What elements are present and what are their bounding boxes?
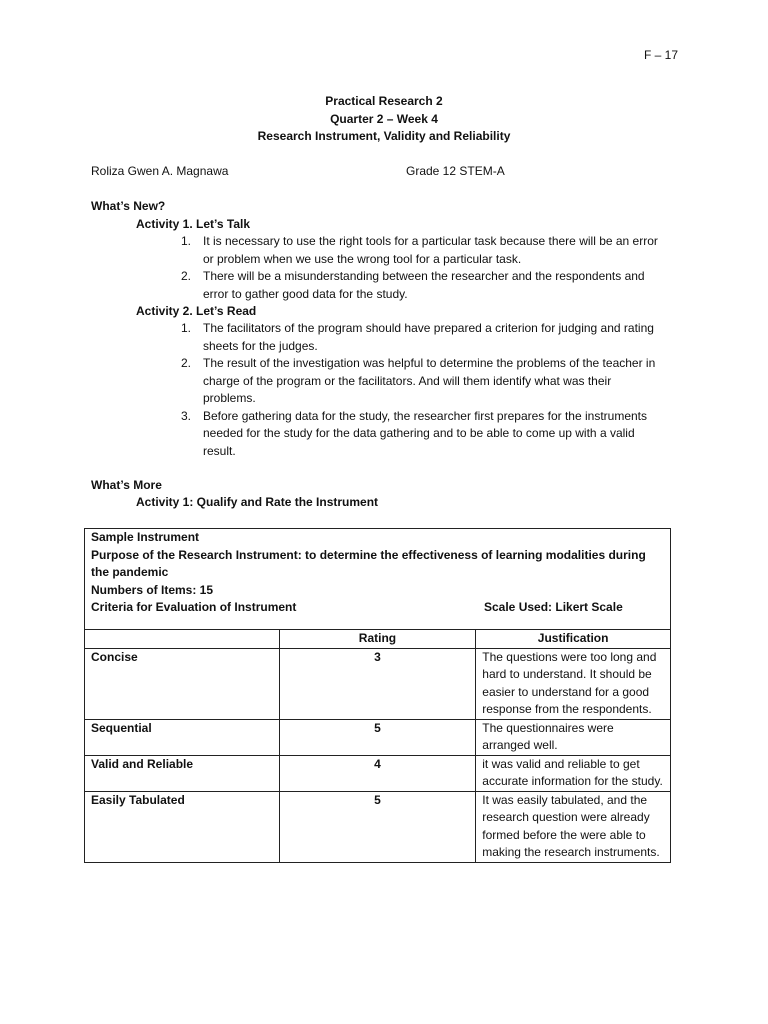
list-item-number: 2. [181,269,192,283]
list-item [181,408,661,461]
list-item [181,320,661,355]
rating-cell: 3 [279,648,476,719]
criterion-cell: Concise [85,648,280,719]
list-item [181,268,661,303]
rating-cell: 4 [279,755,476,791]
rating-cell: 5 [279,791,476,862]
whats-more-heading: What’s More [91,478,162,492]
document-title-block [0,93,768,146]
list-item-number: 3. [181,408,192,423]
activity2-list [181,320,661,460]
evaluation-table [84,528,671,863]
justification-cell: It was easily tabulated, and the research question were already formed before the were able to making the research instruments. [476,791,671,862]
list-item-text: It is necessary to use the right tools for a particular task because there will be an error or problem when we use the wrong tool for a particular task. [203,234,658,266]
criterion-cell: Sequential [85,719,280,755]
purpose-text: Purpose of the Research Instrument: to determine the effectiveness of learning modalities during the pandemic [91,547,646,579]
quarter-title: Quarter 2 – Week 4 [330,111,438,126]
list-item-number: 1. [181,234,192,248]
whats-new-heading: What’s New? [91,199,166,213]
list-item-text: The facilitators of the program should have prepared a criterion for judging and rating sheets for the judges. [203,321,654,353]
author-name: Roliza Gwen A. Magnawa [91,164,229,178]
table-row [85,719,671,755]
table-header-info-row [85,529,671,630]
whats-more-activity-title: Activity 1: Qualify and Rate the Instrument [136,495,379,509]
criteria-line [91,599,664,617]
activity2-title: Activity 2. Let’s Read [136,304,257,318]
instrument-info-cell [85,529,671,630]
column-header-rating: Rating [279,630,476,649]
sample-instrument-label: Sample Instrument [91,530,200,544]
column-header-justification: Justification [476,630,671,649]
grade-section: Grade 12 STEM-A [406,164,505,178]
subject-title: Practical Research 2 [325,94,443,108]
scale-used: Scale Used: Likert Scale [484,600,623,614]
criterion-cell: Easily Tabulated [85,791,280,862]
justification-cell: The questionnaires were arranged well. [476,719,671,755]
justification-cell: The questions were too long and hard to understand. It should be easier to understand for a good response from the respondents. [476,648,671,719]
list-item-number: 2. [181,356,192,370]
table-row [85,755,671,791]
list-item [181,355,661,408]
page-code: F – 17 [643,48,678,62]
justification-cell: it was valid and reliable to get accurate information for the study. [476,755,671,791]
rating-cell: 5 [279,719,476,755]
list-item-text: There will be a misunderstanding between the researcher and the respondents and error to gather good data for the study. [203,269,645,301]
table-row [85,648,671,719]
table-column-header-row [85,630,671,649]
topic-title: Research Instrument, Validity and Reliability [257,129,511,143]
list-item-text: Before gathering data for the study, the researcher first prepares for the instruments needed for the study for the data gathering and to be able to come up with a valid result. [203,408,648,458]
column-header-criterion [85,630,280,649]
list-item [181,233,661,268]
numbers-of-items: Numbers of Items: 15 [91,582,214,597]
activity1-list [181,233,661,303]
criteria-label: Criteria for Evaluation of Instrument [91,600,297,614]
table-row [85,791,671,862]
activity1-title: Activity 1. Let’s Talk [136,217,251,231]
list-item-number: 1. [181,321,192,335]
list-item-text: The result of the investigation was helpful to determine the problems of the teacher in charge of the program or the facilitators. And will them identify what was their problems. [203,356,656,405]
criterion-cell: Valid and Reliable [85,755,280,791]
